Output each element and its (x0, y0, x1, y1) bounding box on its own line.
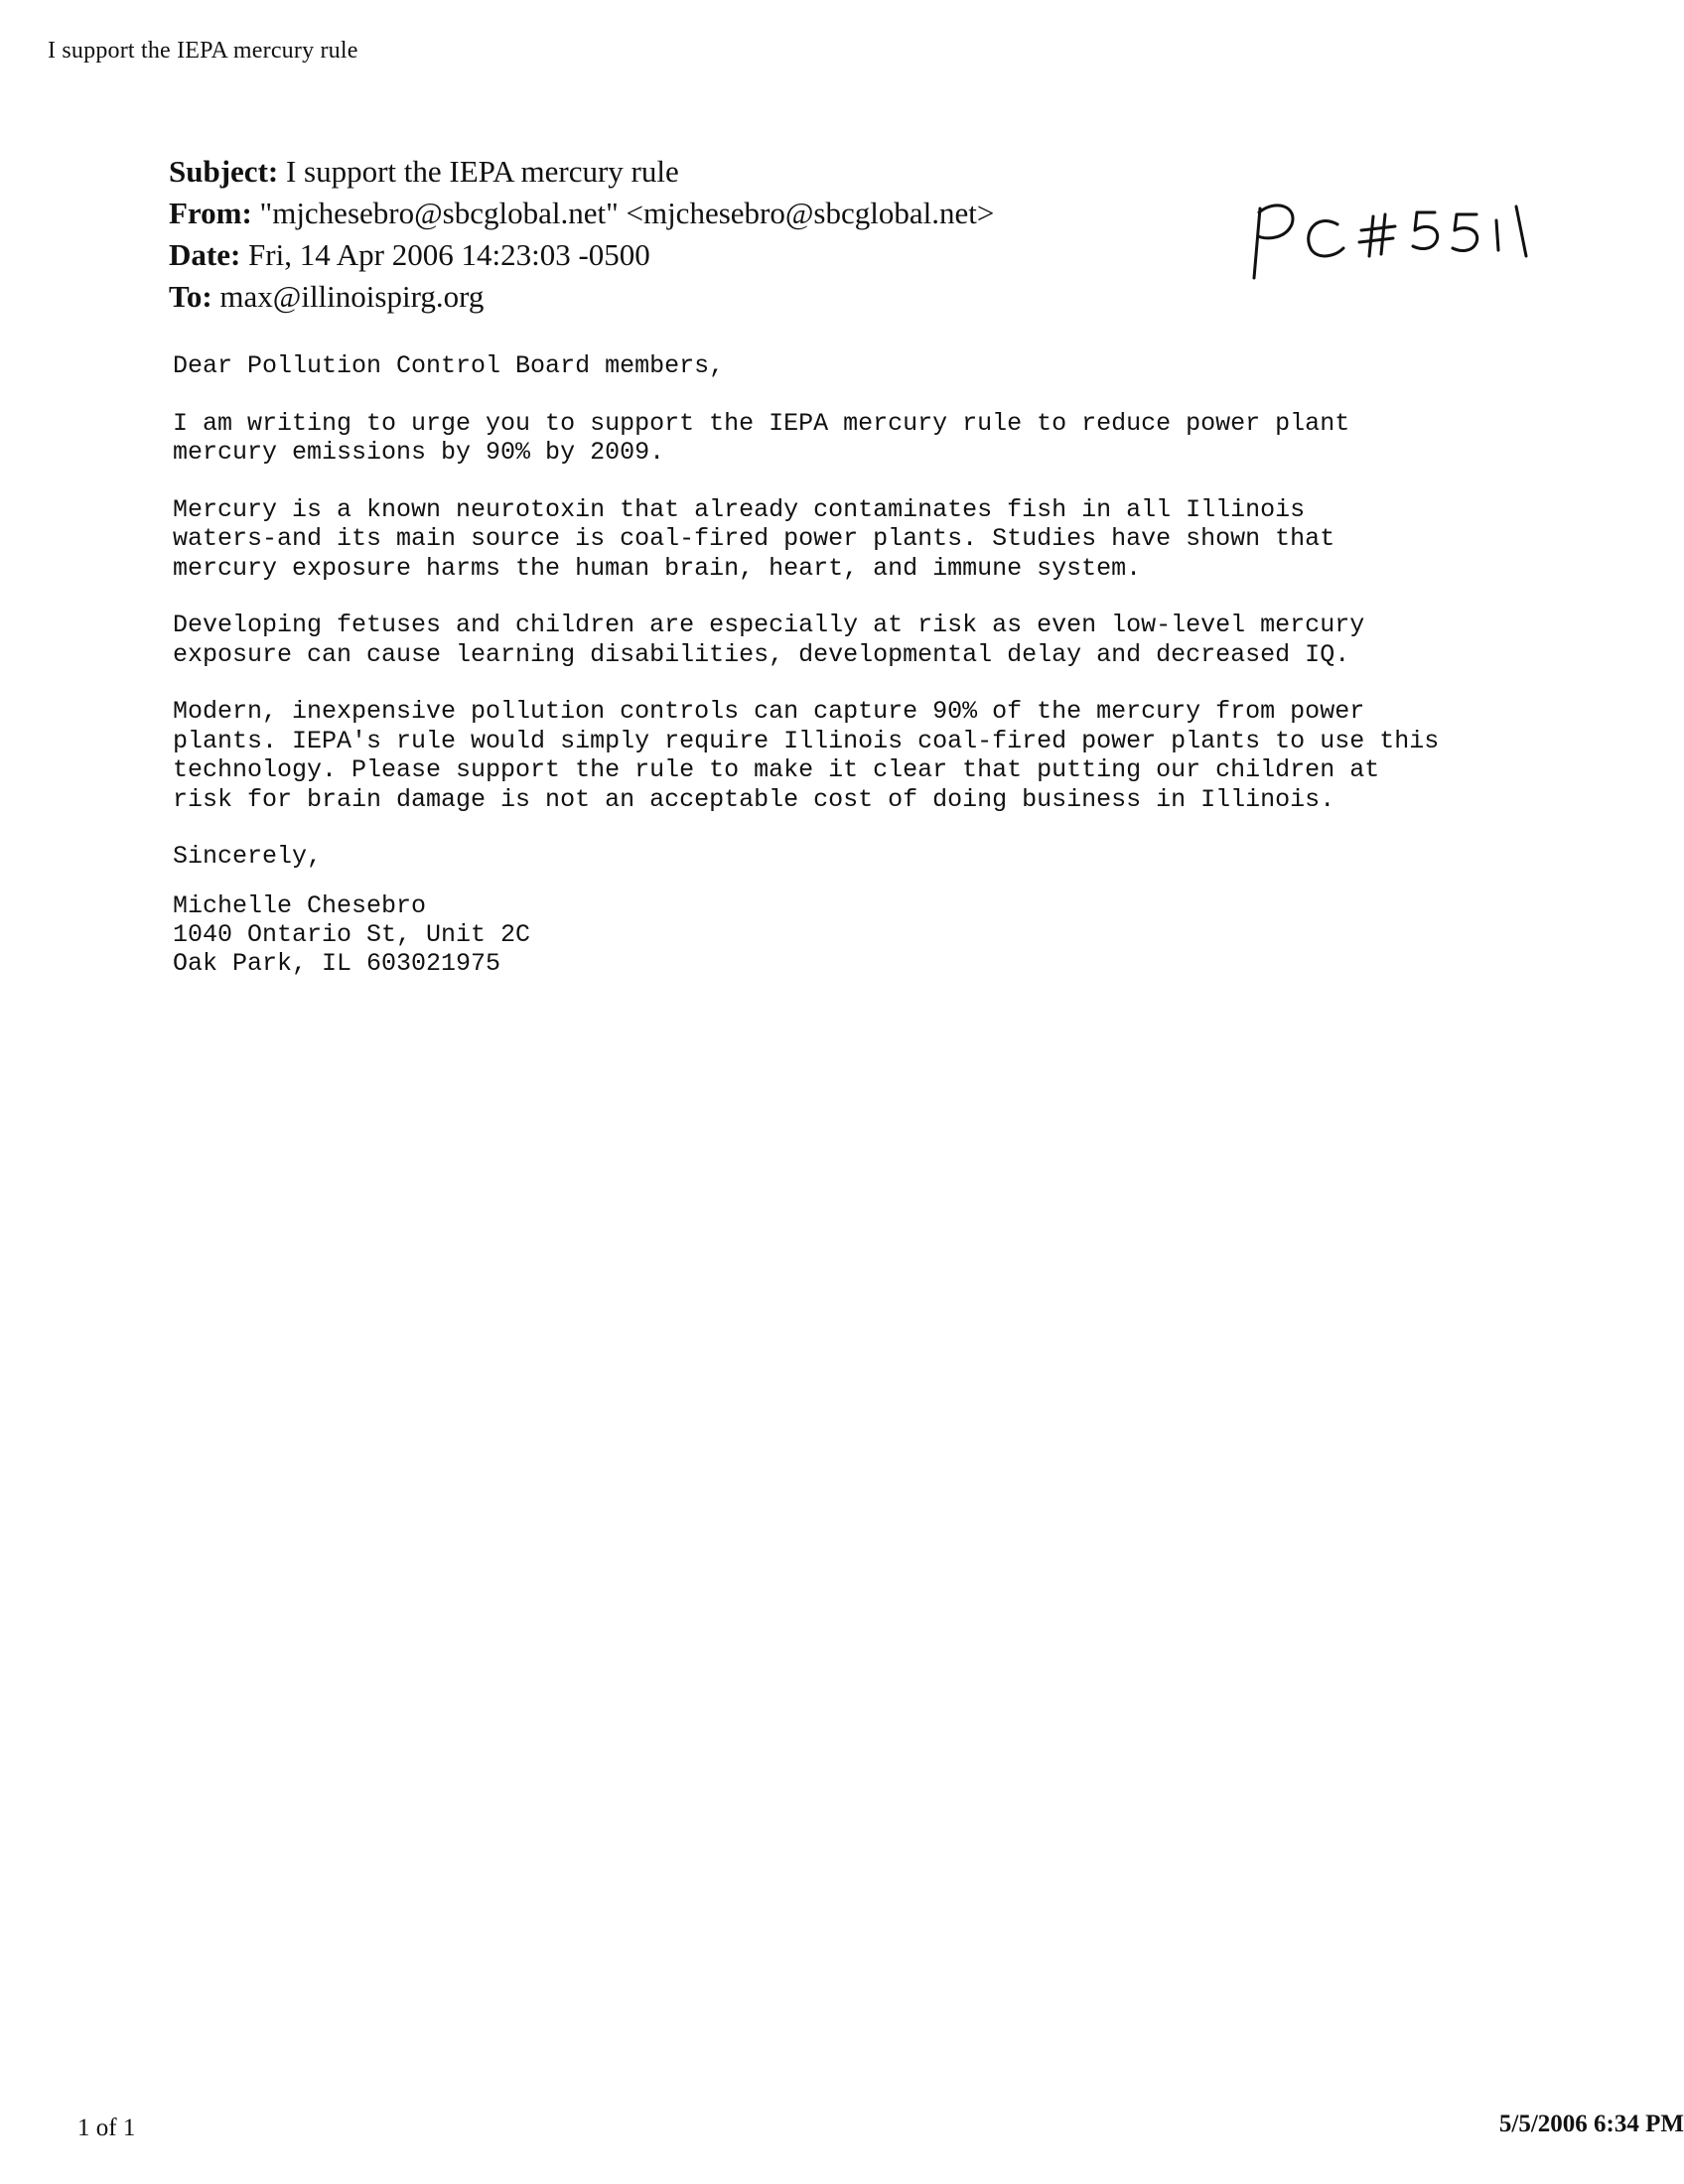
body-paragraph: I am writing to urge you to support the IEPA mercury rule to reduce power plant mercury emissions by 90% by 2009. (173, 408, 1350, 467)
body-paragraph: Developing fetuses and children are especially at risk as even low-level mercury exposure can cause learning disabilities, developmental delay and decreased IQ. (173, 611, 1365, 669)
page-count: 1 of 1 (77, 2115, 136, 2141)
signer-address-line2: Oak Park, IL 603021975 (173, 949, 501, 978)
body-paragraph: Mercury is a known neurotoxin that already contaminates fish in all Illinois waters-and its main source is coal-fired power plants. Studies have shown that mercury exposure harms the human brain, heart, and immune system. (173, 494, 1335, 583)
print-timestamp: 5/5/2006 6:34 PM (1498, 2111, 1684, 2137)
handwritten-annotation-drawing (1246, 195, 1534, 284)
to-value: max@illinoispirg.org (219, 279, 485, 314)
date-label: Date: (169, 237, 241, 272)
to-label: To: (169, 279, 212, 314)
from-label: From: (169, 196, 252, 230)
signer-address-line1: 1040 Ontario St, Unit 2C (173, 920, 531, 949)
subject-label: Subject: (169, 154, 279, 189)
date-row (169, 234, 994, 276)
body-paragraph: Modern, inexpensive pollution controls can capture 90% of the mercury from power plants. IEPA's rule would simply require Illinois coal-fired power plants to use this technology. Please support the rule to make it clear that putting our children at risk for brain damage is not an acceptable cost of doing business in Illinois. (173, 697, 1440, 814)
from-row (169, 193, 994, 234)
subject-row (169, 151, 994, 193)
greeting: Dear Pollution Control Board members, (173, 351, 725, 380)
signer-name: Michelle Chesebro (173, 891, 427, 920)
email-body (173, 351, 1563, 899)
date-value: Fri, 14 Apr 2006 14:23:03 -0500 (248, 237, 650, 272)
page-header-title: I support the IEPA mercury rule (48, 38, 358, 64)
signature-block (173, 891, 530, 978)
from-value: "mjchesebro@sbcglobal.net" <mjchesebro@sbcglobal.net> (259, 196, 995, 230)
subject-value: I support the IEPA mercury rule (285, 154, 679, 189)
email-header (169, 151, 994, 318)
to-row (169, 276, 994, 318)
closing: Sincerely, (173, 842, 323, 871)
handwritten-pc-number (1246, 195, 1534, 284)
